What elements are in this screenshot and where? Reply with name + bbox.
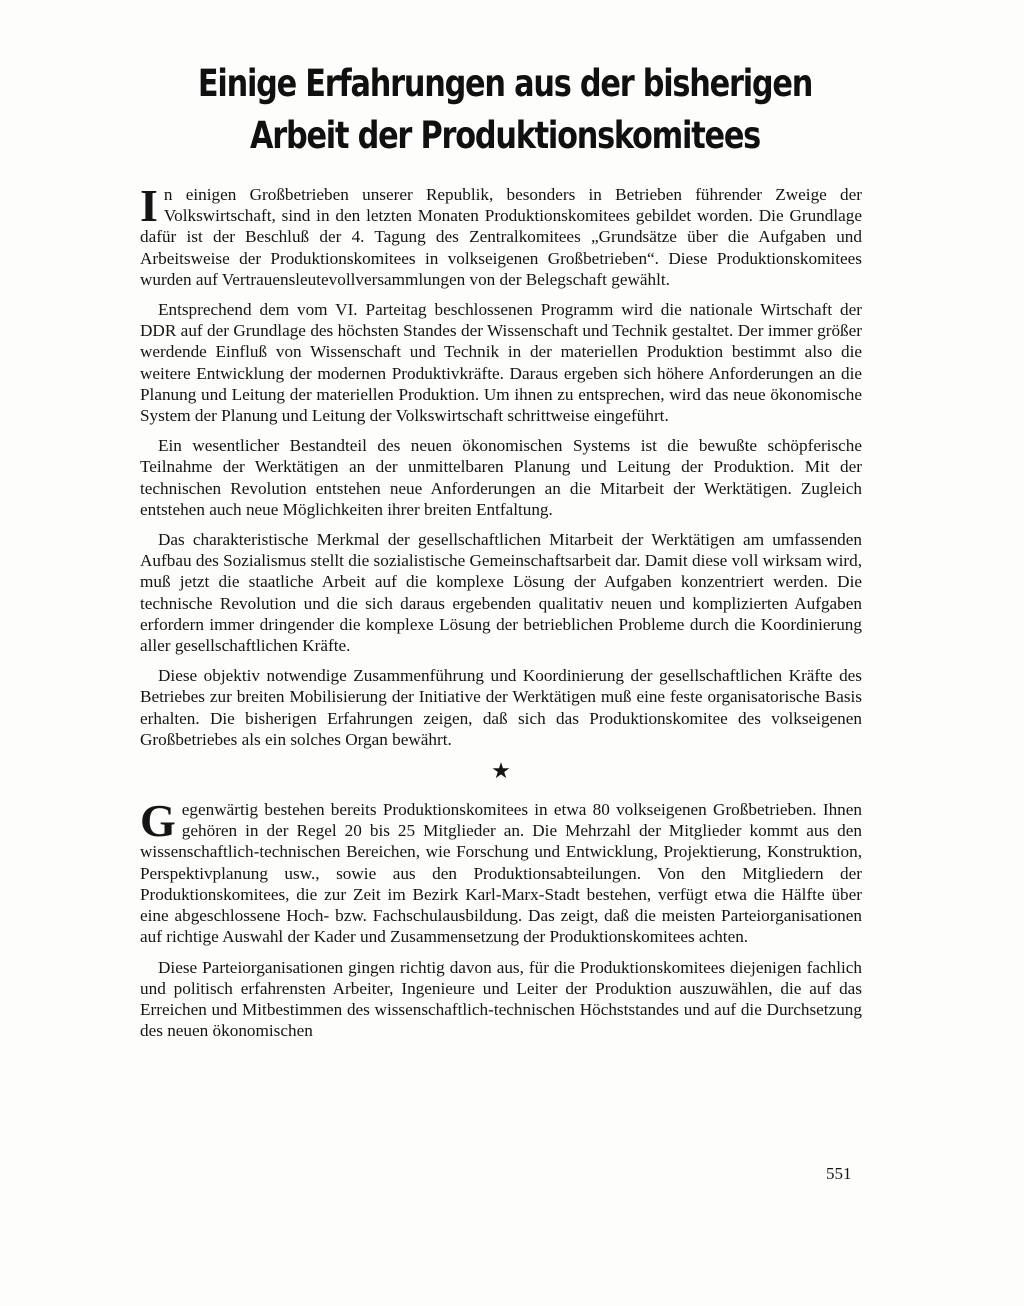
article-title <box>189 58 820 162</box>
paragraph-6 <box>140 795 862 947</box>
star-separator-icon: ★ <box>491 758 511 784</box>
article-body <box>140 180 862 1050</box>
paragraph-3: Ein wesentlicher Bestandteil des neuen ökonomischen Systems ist die bewußte schöpferische Teilnahme der Werktätigen an der unmittelbaren Planung und Leitung der Produktion. Mit der technischen Revolution entstehen neue Anforderungen an die Mitarbeit der Werktätigen. Zugleich entstehen auch neue Möglichkeiten ihrer breiten Entfaltung. <box>140 436 862 519</box>
drop-cap-g: G <box>140 795 176 847</box>
paragraph-2: Entsprechend dem vom VI. Parteitag beschlossenen Programm wird die nationale Wirtschaft der DDR auf der Grundlage des höchsten Standes der Wissenschaft und Technik gestaltet. Der immer größer werdende Einfluß von Wissenschaft und Technik in der materiellen Produktion bestimmt also die weitere Entwicklung der modernen Produktivkräfte. Daraus ergeben sich höhere Anforderungen an die Planung und Leitung der materiellen Produktion. Um ihnen zu entsprechen, wird das neue ökonomische System der Planung und Leitung der Volkswirtschaft schrittweise eingeführt. <box>140 300 862 426</box>
title-line-1: Einige Erfahrungen aus der bisherigen <box>197 62 813 105</box>
paragraph-6-text: egenwärtig bestehen bereits Produktionskomitees in etwa 80 volkseigenen Großbetrieben. Ihnen gehören in der Regel 20 bis 25 Mitglieder an. Die Mehrzahl der Mitglieder kommt aus den wissenschaftlich-technischen Bereichen, wie Forschung und Entwicklung, Projektierung, Konstruktion, Perspektivplanung usw., sowie aus den Produktionsabteilungen. Von den Mitgliedern der Produktionskomitees, die zur Zeit im Bezirk Karl-Marx-Stadt bestehen, verfügt etwa die Hälfte über eine abgeschlossene Hoch- bzw. Fachschulausbildung. Das zeigt, daß die meisten Parteiorganisationen auf richtige Auswahl der Kader und Zusammensetzung der Produktionskomitees achten. <box>140 800 862 947</box>
page-number: 551 <box>826 1164 852 1183</box>
paragraph-1 <box>140 180 862 290</box>
drop-cap-i: I <box>140 180 158 231</box>
paragraph-7: Diese Parteiorganisationen gingen richtig davon aus, für die Produktionskomitees diejenigen fachlich und politisch erfahrensten Arbeiter, Ingenieure und Leiter der Produktion auszuwählen, die auf das Erreichen und Mitbestimmen des wissenschaftlich-technischen Höchststandes und auf die Durchsetzung des neuen ökonomischen <box>140 957 862 1041</box>
paragraph-4: Das charakteristische Merkmal der gesellschaftlichen Mitarbeit der Werktätigen am umfassenden Aufbau des Sozialismus stellt die sozialistische Gemeinschaftsarbeit dar. Damit diese voll wirksam wird, muß jetzt die staatliche Arbeit auf die komplexe Lösung der Aufgaben konzentriert werden. Die technische Revolution und die sich daraus ergebenden qualitativ neuen und komplizierten Aufgaben erfordern immer dringender die komplexe Lösung der betrieblichen Probleme durch die Koordinierung aller gesellschaftlichen Kräfte. <box>140 530 862 656</box>
paragraph-5: Diese objektiv notwendige Zusammenführung und Koordinierung der gesellschaftlichen Kräfte des Betriebes zur breiten Mobilisierung der Initiative der Werktätigen muß eine feste organisatorische Basis erhalten. Die bisherigen Erfahrungen zeigen, daß sich das Produktionskomitee des volkseigenen Großbetriebes als ein solches Organ bewährt. <box>140 666 862 749</box>
paragraph-1-text: n einigen Großbetrieben unserer Republik, besonders in Betrieben führender Zweige der Volkswirtschaft, sind in den letzten Monaten Produktionskomitees gebildet worden. Die Grundlage dafür ist der Beschluß der 4. Tagung des Zentralkomitees „Grundsätze über die Aufgaben und Arbeitsweise der Produktionskomitees in volkseigenen Großbetrieben“. Diese Produktionskomitees wurden auf Vertrauensleutevollversammlungen von der Belegschaft gewählt. <box>140 185 862 289</box>
title-line-2: Arbeit der Produktionskomitees <box>249 114 761 157</box>
